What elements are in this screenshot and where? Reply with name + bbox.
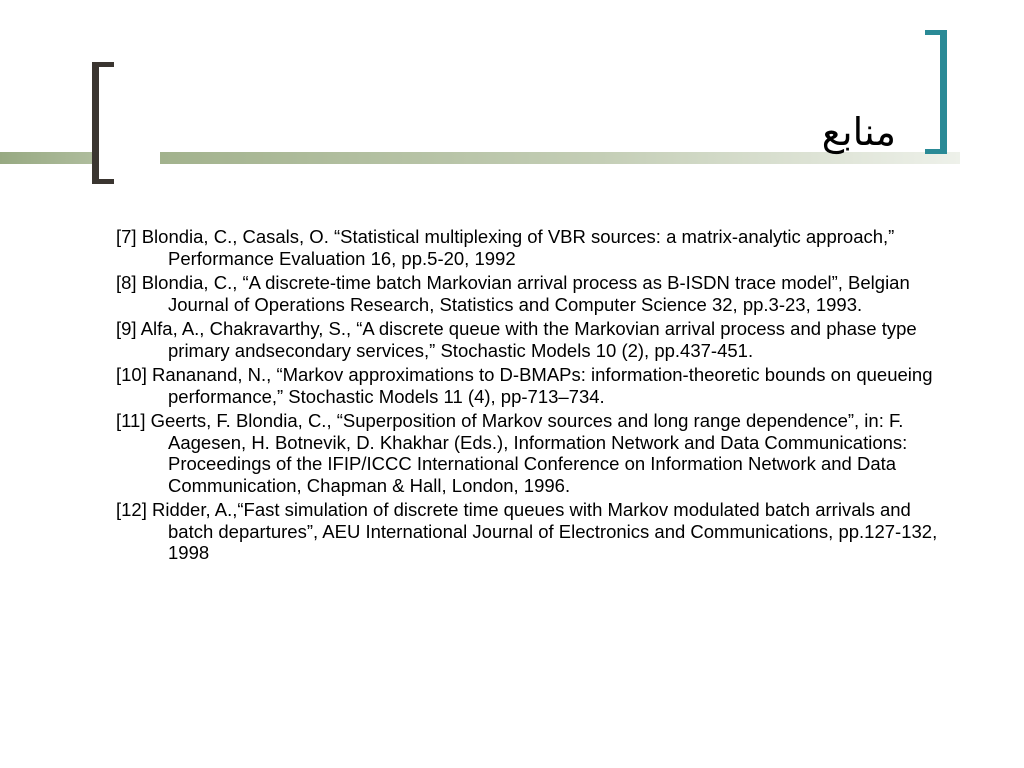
reference-item: [9] Alfa, A., Chakravarthy, S., “A discrete queue with the Markovian arrival process and phase type primary andsecondary services,” Stochastic Models 10 (2), pp.437-451. — [116, 318, 917, 361]
reference-item: [7] Blondia, C., Casals, O. “Statistical multiplexing of VBR sources: a matrix-analytic approach,” Performance Evaluation 16, pp.5-20, 1992 — [116, 226, 895, 269]
reference-list — [116, 226, 956, 567]
reference-item: [10] Rananand, N., “Markov approximations to D-BMAPs: information-theoretic bounds on queueing performance,” Stochastic Models 11 (4), pp-713–734. — [116, 364, 933, 407]
decorative-band-left — [0, 152, 92, 164]
reference-item: [12] Ridder, A.,“Fast simulation of discrete time queues with Markov modulated batch arrivals and batch departures”, AEU International Journal of Electronics and Communications, pp.127-132, 1998 — [116, 499, 938, 563]
reference-item: [11] Geerts, F. Blondia, C., “Superposition of Markov sources and long range dependence”, in: F. Aagesen, H. Botnevik, D. Khakhar (Eds.), Information Network and Data Communications: Proceedings of the IFIP/ICCC International Conference on Information Network and Data Communication, Chapman & Hall, London, 1996. — [116, 410, 908, 496]
reference-item: [8] Blondia, C., “A discrete-time batch Markovian arrival process as B-ISDN trace model”, Belgian Journal of Operations Research, Statistics and Computer Science 32, pp.3-23, 1993. — [116, 272, 910, 315]
left-bracket-decoration — [92, 62, 114, 184]
right-bracket-decoration — [925, 30, 947, 154]
slide-title: منابع — [821, 110, 896, 154]
